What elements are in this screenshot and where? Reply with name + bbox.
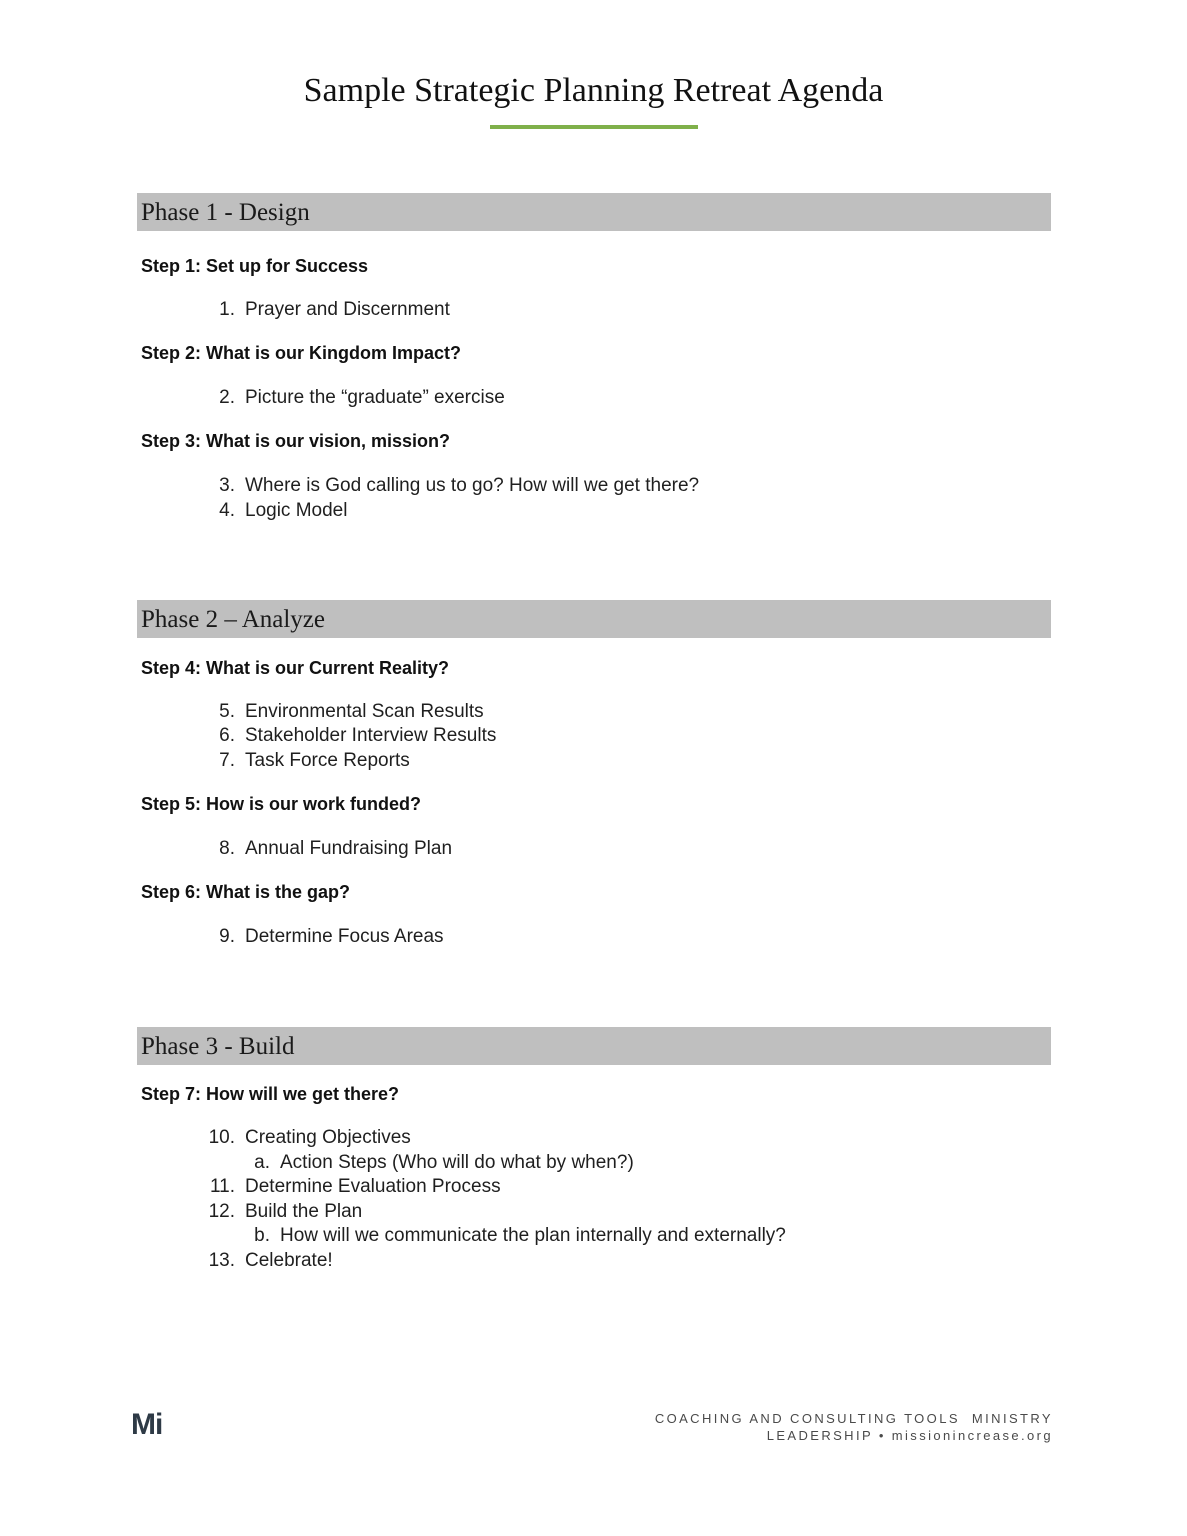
footer-text <box>655 1410 1053 1444</box>
phase-2-header: Phase 2 – Analyze <box>137 600 1051 638</box>
step-4-heading: Step 4: What is our Current Reality? <box>141 658 450 678</box>
phase-1-header: Phase 1 - Design <box>137 193 1051 231</box>
title-underline <box>490 125 698 129</box>
document-title: Sample Strategic Planning Retreat Agenda <box>303 72 884 109</box>
footer-line-2: LEADERSHIP • missionincrease.org <box>766 1428 1053 1443</box>
footer-line-1: COACHING AND CONSULTING TOOLS MINISTRY <box>654 1411 1053 1426</box>
step-3-heading: Step 3: What is our vision, mission? <box>141 431 451 451</box>
step-2-heading: Step 2: What is our Kingdom Impact? <box>141 343 462 363</box>
step-6-heading: Step 6: What is the gap? <box>141 882 351 902</box>
step-5-heading: Step 5: How is our work funded? <box>141 794 422 814</box>
step-7-heading: Step 7: How will we get there? <box>141 1084 400 1104</box>
phase-3-header: Phase 3 - Build <box>137 1027 1051 1065</box>
mission-increase-logo: Mi <box>131 1408 163 1441</box>
step-1-heading: Step 1: Set up for Success <box>141 256 369 276</box>
